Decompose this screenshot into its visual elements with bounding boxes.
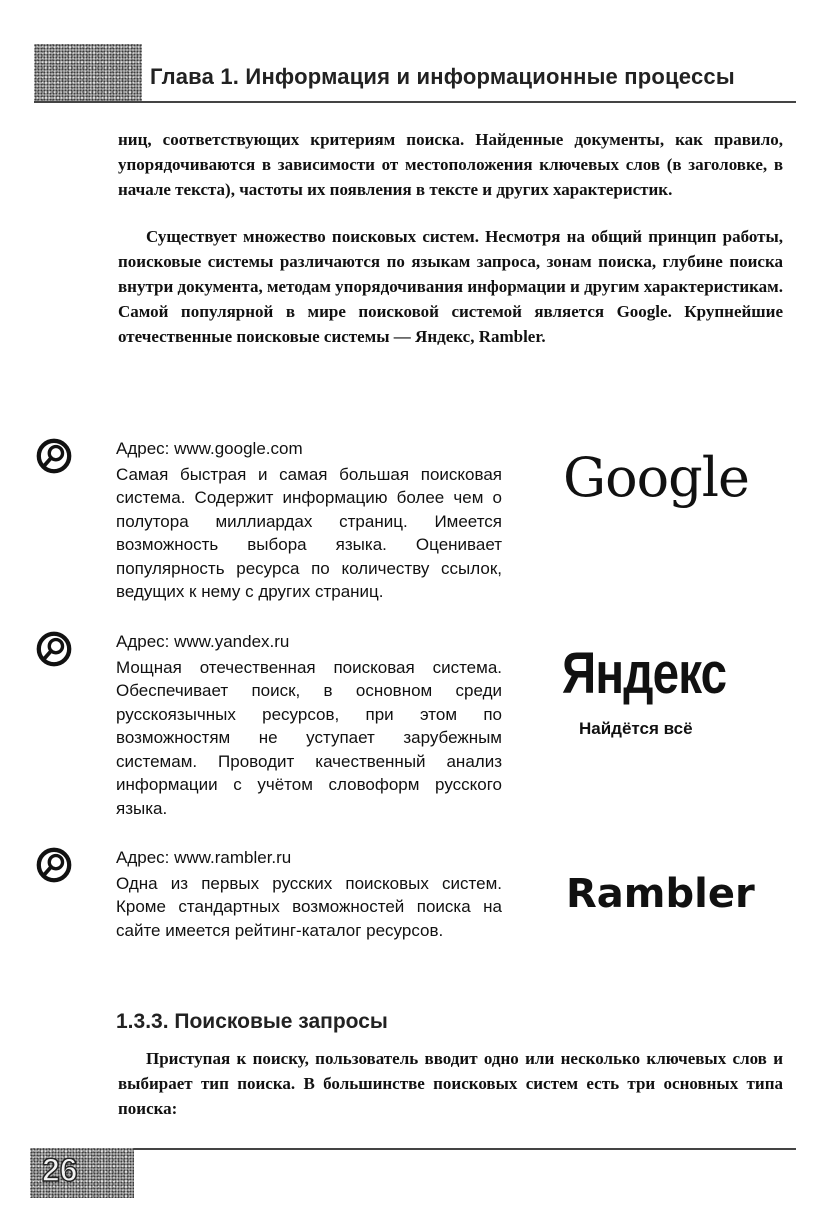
yandex-description: Мощная отечественная поисковая система. Обеспечивает поиск, в основном среди русскоязычных ресурсов, при этом по возможностям не уступает зарубежным системам. Проводит качественный анализ информации с учётом словоформ русского языка. [116, 657, 502, 818]
section-paragraph: Приступая к поиску, пользователь вводит одно или несколько ключевых слов и выбирает тип поиска. В большинстве поисковых систем есть три основных типа поиска: [118, 1049, 783, 1118]
google-address: Адрес: www.google.com [116, 439, 303, 458]
rambler-entry [116, 846, 502, 942]
section-heading: 1.3.3. Поисковые запросы [116, 1010, 388, 1033]
paragraph-1: ниц, соответствующих критериям поиска. Найденные документы, как правило, упорядочиваются в зависимости от местоположения ключевых слов (в заголовке, в начале текста), частоты их появления в тексте и других характеристик. [118, 130, 783, 199]
header-decor-block [34, 44, 142, 102]
header-rule [34, 101, 796, 103]
chapter-title: Глава 1. Информация и информационные процессы [150, 64, 735, 89]
google-description: Самая быстрая и самая большая поисковая система. Содержит информацию более чем о полутора миллиардах страниц. Имеется возможность выбора языка. Оценивает популярность ресурса по количеству ссылок, ведущих к нему с других страниц. [116, 464, 502, 601]
rambler-logo: Rambler [566, 871, 755, 917]
paragraph-2-yandex: Яндекс [415, 327, 471, 346]
yandex-entry [116, 630, 502, 820]
internet-search-icon [35, 846, 73, 884]
google-logo: Google [563, 446, 749, 509]
google-entry [116, 437, 502, 604]
paragraph-2-text: Существует множество поисковых систем. Несмотря на общий принцип работы, поисковые системы различаются по языкам запроса, зонам поиска, глубине поиска внутри документа, методам упорядочивания информации и другим характеристикам. Самой популярной в мире поисковой системой является [118, 227, 783, 321]
paragraph-2-end: . [541, 327, 546, 346]
yandex-tagline: Найдётся всё [579, 719, 693, 738]
yandex-logo: Яндекс [562, 641, 727, 706]
internet-search-icon [35, 630, 73, 668]
rambler-description: Одна из первых русских поисковых систем. Кроме стандартных возможностей поиска на сайте имеется рейтинг-каталог ресурсов. [116, 873, 502, 940]
paragraph-2-comma: , [470, 327, 479, 346]
paragraph-2-google: Google [616, 302, 668, 321]
paragraph-2-rambler: Rambler [478, 327, 542, 346]
page-number: 26 [42, 1152, 78, 1188]
paragraph-2-mid: . Крупнейшие отечественные поисковые системы — [118, 302, 783, 346]
internet-search-icon [35, 437, 73, 475]
yandex-address: Адрес: www.yandex.ru [116, 632, 290, 651]
rambler-address: Адрес: www.rambler.ru [116, 848, 292, 867]
paragraph-2 [118, 224, 783, 349]
footer-rule [34, 1148, 796, 1150]
